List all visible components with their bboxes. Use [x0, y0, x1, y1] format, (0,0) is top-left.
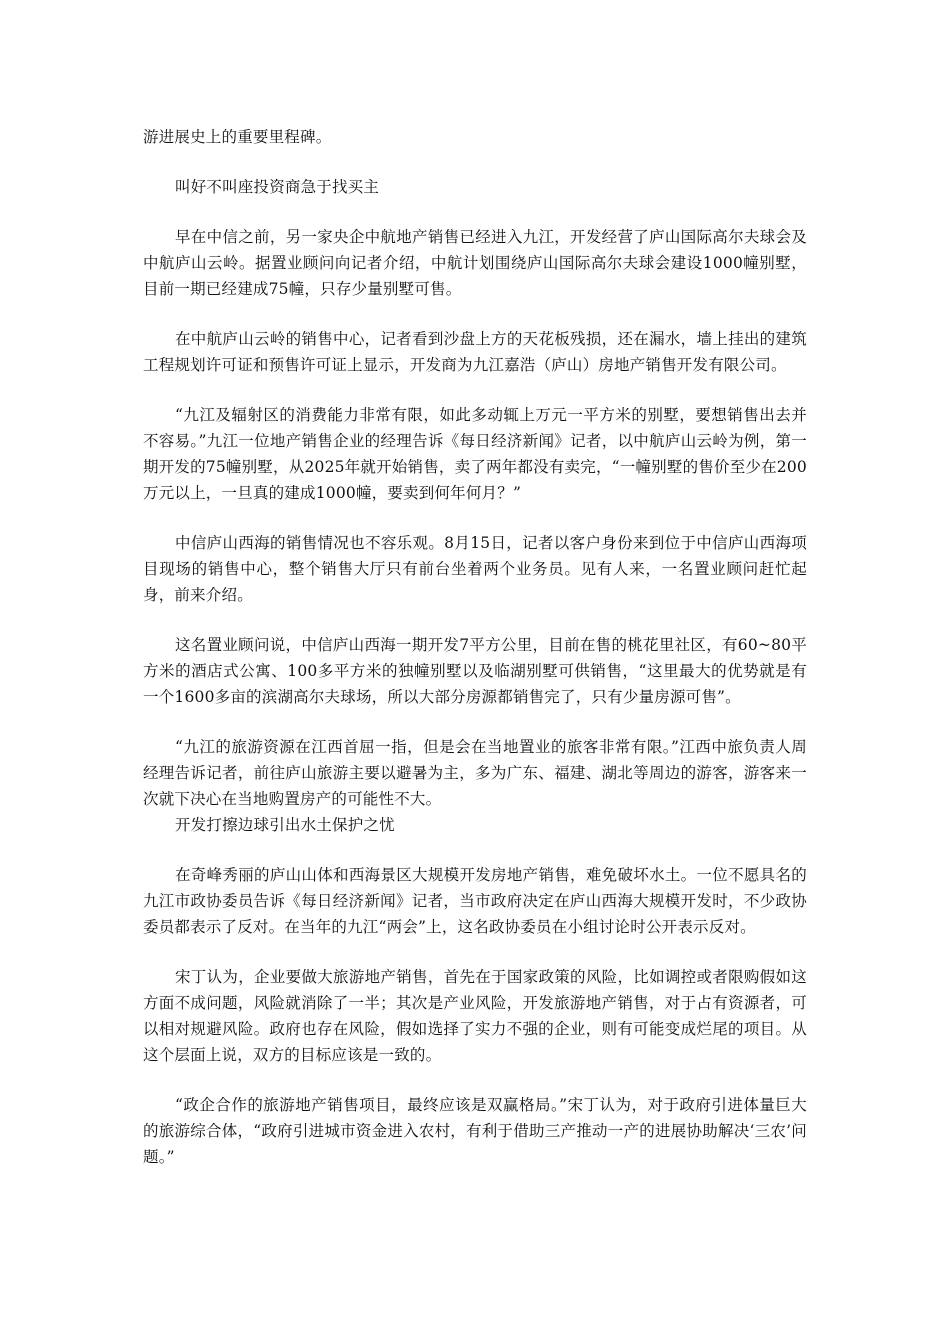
paragraph: 宋丁认为，企业要做大旅游地产销售，首先在于国家政策的风险，比如调控或者限购假如这方面不成问题，风险就消除了一半；其次是产业风险，开发旅游地产销售，对于占有资源者，可以相对规避风险。政府也存在风险，假如选择了实力不强的企业，则有可能变成烂尾的项目。从这个层面上说，双方的目标应该是一致的。	[143, 968, 807, 1064]
paragraph: 早在中信之前，另一家央企中航地产销售已经进入九江，开发经营了庐山国际高尔夫球会及中航庐山云岭。据置业顾问向记者介绍，中航计划围绕庐山国际高尔夫球会建设1000幢别墅，目前一期已经建成75幢，只存少量别墅可售。	[143, 228, 807, 298]
paragraph: 在中航庐山云岭的销售中心，记者看到沙盘上方的天花板残损，还在漏水，墙上挂出的建筑工程规划许可证和预售许可证上显示，开发商为九江嘉浩（庐山）房地产销售开发有限公司。	[143, 330, 807, 374]
paragraph: 这名置业顾问说，中信庐山西海一期开发7平方公里，目前在售的桃花里社区，有60~80平方米的酒店式公寓、100多平方米的独幢别墅以及临湖别墅可供销售，“这里最大的优势就是有一个1600多亩的滨湖高尔夫球场，所以大部分房源都销售完了，只有少量房源可售”。	[143, 636, 807, 706]
paragraph: “九江及辐射区的消费能力非常有限，如此多动辄上万元一平方米的别墅，要想销售出去并不容易。”九江一位地产销售企业的经理告诉《每日经济新闻》记者，以中航庐山云岭为例，第一期开发的75幢别墅，从2025年就开始销售，卖了两年都没有卖完，“一幢别墅的售价至少在200万元以上，一旦真的建成1000幢，要卖到何年何月？”	[143, 406, 807, 502]
paragraph: 中信庐山西海的销售情况也不容乐观。8月15日，记者以客户身份来到位于中信庐山西海项目现场的销售中心，整个销售大厅只有前台坐着两个业务员。见有人来，一名置业顾问赶忙起身，前来介绍。	[143, 534, 807, 604]
section-heading: 开发打擦边球引出水土保护之忧	[175, 816, 395, 834]
paragraph-continuation: 游进展史上的重要里程碑。	[143, 128, 332, 146]
paragraph: “政企合作的旅游地产销售项目，最终应该是双赢格局。”宋丁认为，对于政府引进体量巨大的旅游综合体，“政府引进城市资金进入农村，有利于借助三产推动一产的进展协助解决‘三农’问题。”	[143, 1096, 807, 1166]
paragraph: 在奇峰秀丽的庐山山体和西海景区大规模开发房地产销售，难免破坏水土。一位不愿具名的九江市政协委员告诉《每日经济新闻》记者，当市政府决定在庐山西海大规模开发时，不少政协委员都表示了反对。在当年的九江“两会”上，这名政协委员在小组讨论时公开表示反对。	[143, 866, 807, 936]
article-body	[143, 124, 807, 1170]
section-heading: 叫好不叫座投资商急于找买主	[175, 178, 380, 196]
paragraph: “九江的旅游资源在江西首屈一指，但是会在当地置业的旅客非常有限。”江西中旅负责人周经理告诉记者，前往庐山旅游主要以避暑为主，多为广东、福建、湖北等周边的游客，游客来一次就下决心在当地购置房产的可能性不大。	[143, 738, 807, 808]
